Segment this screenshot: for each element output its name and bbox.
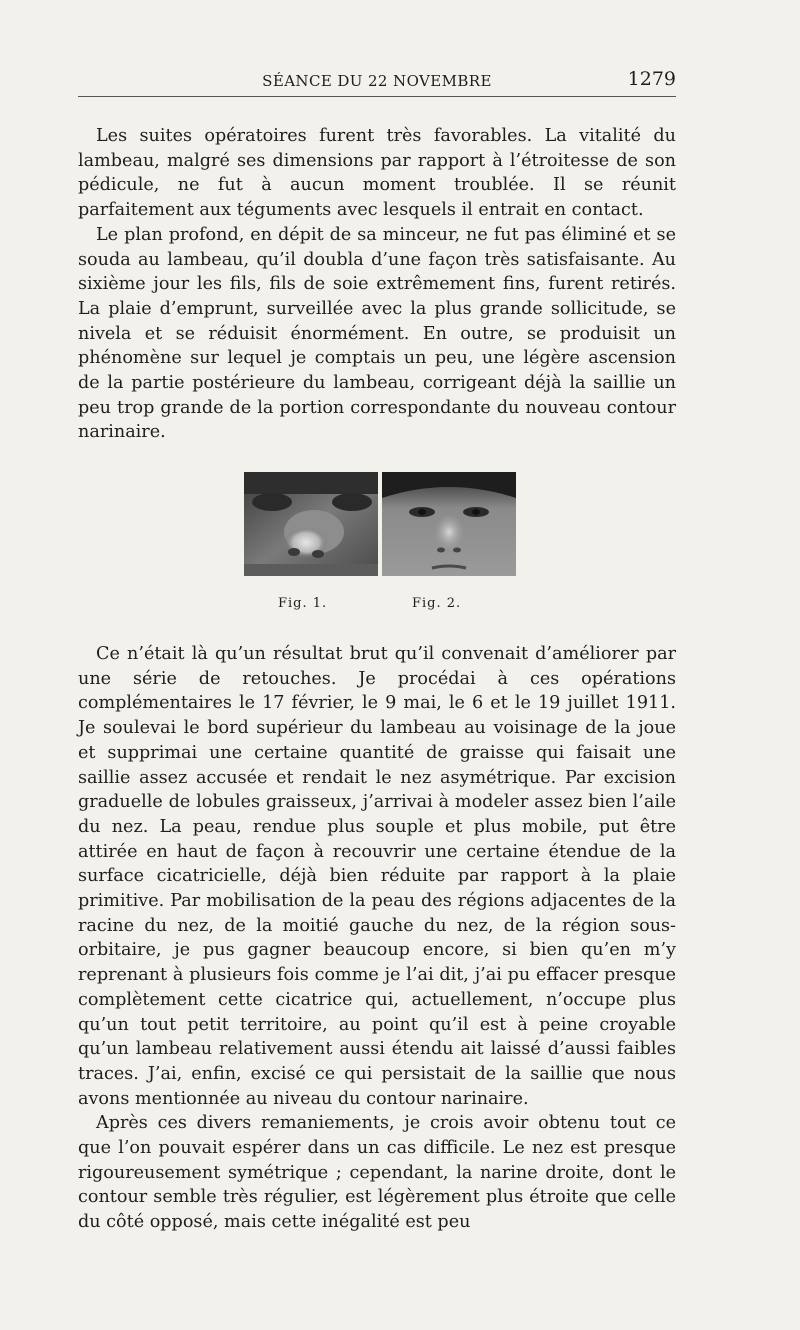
patient-face-after-photo — [382, 472, 516, 576]
paragraph: Les suites opératoires furent très favorables. La vitalité du lambeau, malgré ses dimensions par rapport à l’étroitesse de son pédicule, ne fut à aucun moment troublée. Il se réunit parfaitement aux téguments avec lesquels il entrait en contact. — [78, 126, 676, 221]
figure-1-caption: Fig. 1. — [278, 596, 328, 611]
page-header — [78, 66, 676, 97]
paragraph: Après ces divers remaniements, je crois avoir obtenu tout ce que l’on pouvait espérer dans un cas difficile. Le nez est presque rigoureusement symétrique ; cependant, la narine droite, dont le contour semble très régulier, est légèrement plus étroite que celle du côté opposé, mais cette inégalité est peu — [78, 1113, 676, 1233]
figure-2-photo — [382, 472, 516, 576]
paragraph: Le plan profond, en dépit de sa minceur, ne fut pas éliminé et se souda au lambeau, qu’il doubla d’une façon très satisfaisante. Au sixième jour les fils, fils de soie extrêmement fins, furent retirés. La plaie d’emprunt, surveillée avec la plus grande sollicitude, se nivela et se réduisit énormément. En outre, se produisit un phénomène sur lequel je comptais un peu, une légère ascension de la partie postérieure du lambeau, corrigeant déjà la saillie un peu trop grande de la portion correspondante du nouveau contour narinaire. — [78, 224, 676, 443]
patient-face-before-photo — [244, 472, 378, 576]
text-block-top — [78, 124, 676, 445]
figure-captions — [244, 596, 516, 616]
figure-group — [244, 472, 516, 576]
paragraph: Ce n’était là qu’un résultat brut qu’il convenait d’améliorer par une série de retouches. Je procédai à ces opérations complémentaires le 17 février, le 9 mai, le 6 et le 19 juillet 1911. Je soulevai le bord supérieur du lambeau au voisinage de la joue et supprimai une certaine quantité de graisse qui faisait une saillie assez accusée et rendait le nez asymétrique. Par excision graduelle de lobules graisseux, j’arrivai à modeler assez bien l’aile du nez. La peau, rendue plus souple et plus mobile, put être attirée en haut de façon à recouvrir une certaine étendue de la surface cicatricielle, déjà bien réduite par rapport à la plaie primitive. Par mobilisation de la peau des régions adjacentes de la racine du nez, de la moitié gauche du nez, de la région sous-orbitaire, je pus gagner beaucoup encore, si bien qu’en m’y reprenant à plusieurs fois comme je l’ai dit, j’ai pu effacer presque complètement cette cicatrice qui, actuellement, n’occupe plus qu’un tout petit territoire, au point qu’il est à peine croyable qu’un lambeau relativement aussi étendu ait laissé d’aussi faibles traces. J’ai, enfin, excisé ce qui persistait de la saillie que nous avons mentionnée au niveau du contour narinaire. — [78, 644, 676, 1109]
figure-2-caption: Fig. 2. — [412, 596, 462, 611]
text-block-bottom — [78, 642, 676, 1235]
running-title: SÉANCE DU 22 NOVEMBRE — [262, 72, 492, 90]
page-number: 1279 — [627, 68, 676, 90]
figure-1-photo — [244, 472, 378, 576]
